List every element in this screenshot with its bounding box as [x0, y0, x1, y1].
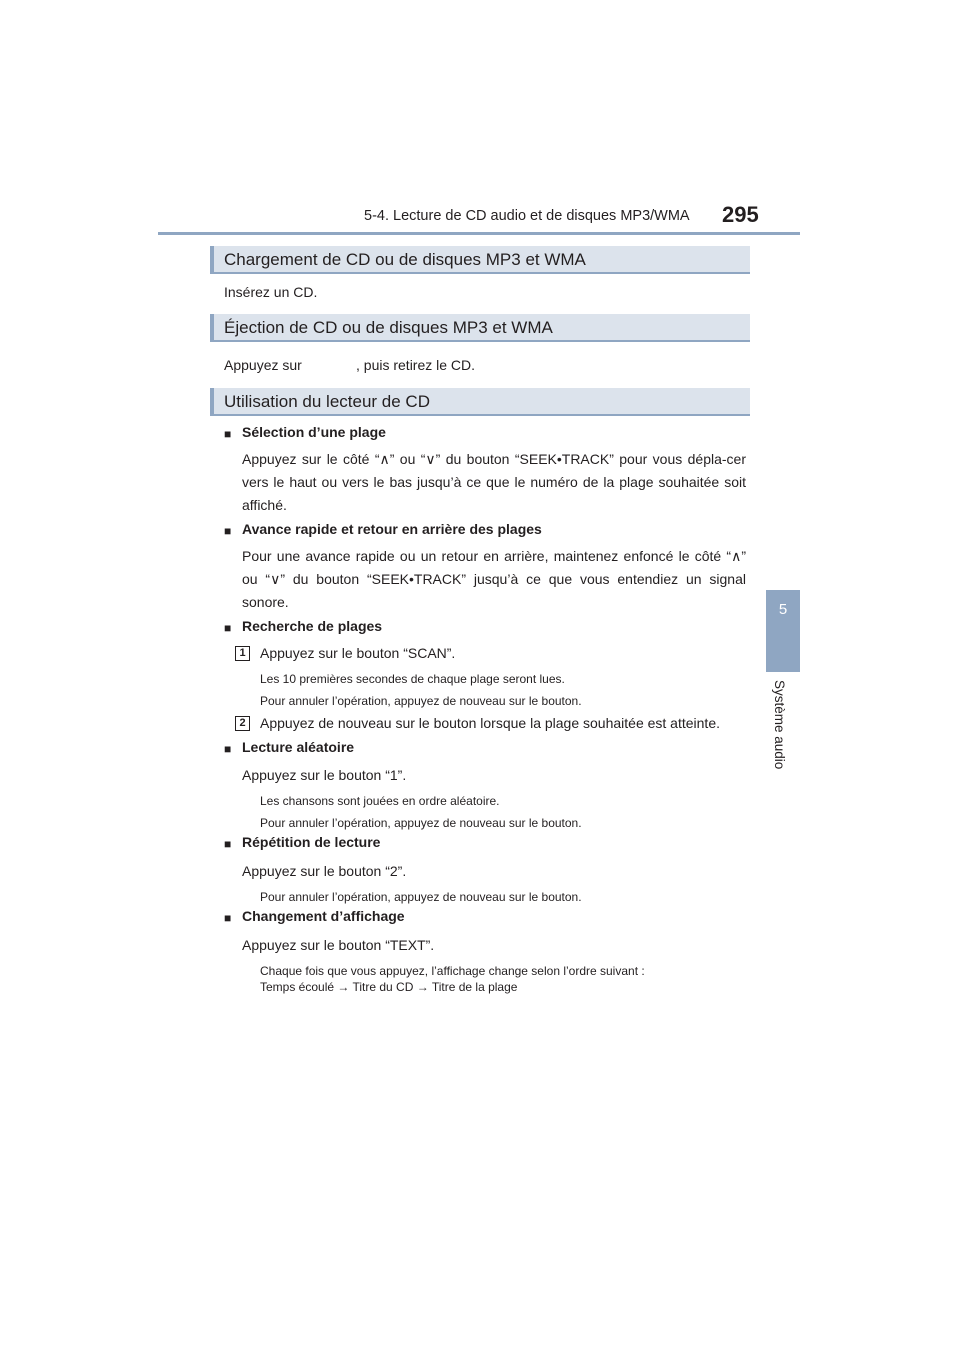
fast-forward-text: Pour une avance rapide ou un retour en arrière, maintenez enfoncé le côté “∧” ou “∨” du bouton “SEEK•TRACK” jusqu’à ce que vous entendiez un signal sonore.	[242, 548, 746, 610]
chapter-side-label: Système audio	[772, 680, 787, 770]
page-number: 295	[722, 202, 759, 227]
subheading-repeat: Répétition de lecture	[242, 834, 381, 850]
chapter-title: 5-4. Lecture de CD audio et de disques MP3/WMA	[364, 208, 690, 224]
bullet-square: ■	[224, 837, 232, 851]
repeat-note: Pour annuler l’opération, appuyez de nouveau sur le bouton.	[260, 890, 582, 904]
bullet-square: ■	[224, 524, 232, 538]
display-sequence-note: Temps écoulé → Titre du CD → Titre de la plage	[260, 980, 518, 994]
bullet-square: ■	[224, 742, 232, 756]
section-heading-loading	[210, 246, 750, 274]
step-number-badge: 1	[235, 646, 250, 661]
scan-step1-note: Les 10 premières secondes de chaque plage seront lues.	[260, 672, 565, 686]
random-note: Pour annuler l’opération, appuyez de nouveau sur le bouton.	[260, 816, 582, 830]
scan-step1-note: Pour annuler l’opération, appuyez de nouveau sur le bouton.	[260, 694, 582, 708]
bullet-square: ■	[224, 621, 232, 635]
bullet-square: ■	[224, 427, 232, 441]
subheading-random: Lecture aléatoire	[242, 739, 355, 755]
section-title: Chargement de CD ou de disques MP3 et WMA	[224, 250, 586, 269]
scan-step2-text: Appuyez de nouveau sur le bouton lorsque la plage souhaitée est atteinte.	[260, 715, 720, 731]
track-select-text: Appuyez sur le côté “∧” ou “∨” du bouton “SEEK•TRACK” pour vous dépla-cer vers le haut ou vers le bas jusqu’à ce que le numéro de la plage souhaitée soit affiché.	[242, 451, 746, 513]
eject-text-start: Appuyez sur	[224, 357, 302, 373]
subheading-track-select: Sélection d’une plage	[242, 424, 386, 440]
subheading-display: Changement d’affichage	[242, 908, 405, 924]
display-text: Appuyez sur le bouton “TEXT”.	[242, 937, 435, 953]
header-rule	[158, 232, 800, 235]
chapter-side-number: 5	[778, 601, 788, 618]
subheading-scan: Recherche de plages	[242, 618, 383, 634]
section-title: Utilisation du lecteur de CD	[224, 392, 430, 411]
section-heading-eject	[210, 314, 750, 342]
loading-text: Insérez un CD.	[224, 284, 318, 300]
display-note: Chaque fois que vous appuyez, l’affichage change selon l’ordre suivant :	[260, 964, 645, 978]
step-number-badge: 2	[235, 716, 250, 731]
section-title: Éjection de CD ou de disques MP3 et WMA	[224, 318, 553, 337]
scan-step1-text: Appuyez sur le bouton “SCAN”.	[260, 645, 456, 661]
subheading-fast-forward: Avance rapide et retour en arrière des plages	[242, 521, 542, 537]
random-text: Appuyez sur le bouton “1”.	[242, 767, 407, 783]
random-note: Les chansons sont jouées en ordre aléatoire.	[260, 794, 500, 808]
section-heading-usage	[210, 388, 750, 416]
bullet-square: ■	[224, 911, 232, 925]
eject-text-end: , puis retirez le CD.	[356, 357, 476, 373]
repeat-text: Appuyez sur le bouton “2”.	[242, 863, 407, 879]
